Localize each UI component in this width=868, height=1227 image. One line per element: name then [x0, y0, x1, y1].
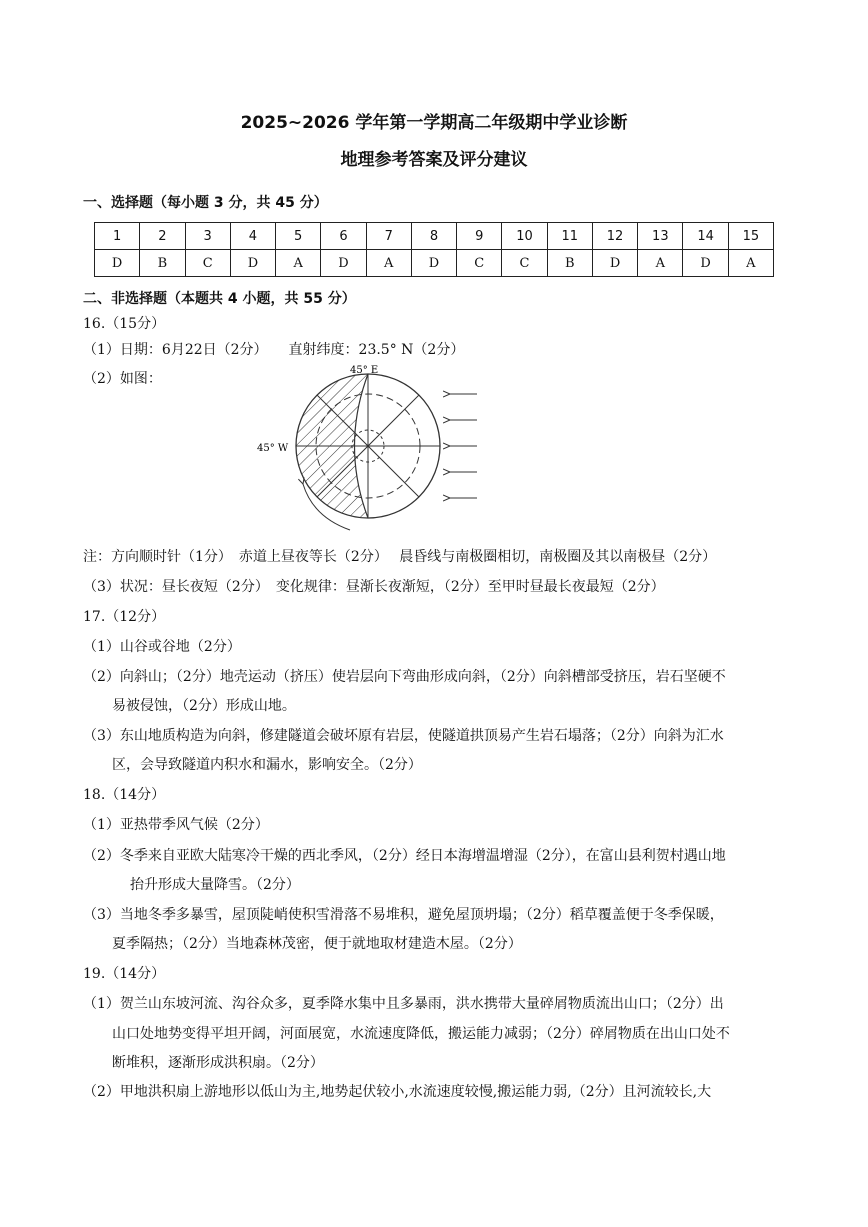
answer-cell: A — [728, 250, 773, 277]
question-number-cell: 7 — [366, 223, 411, 250]
q16-part1: （1）日期：6月22日（2分） 直射纬度：23.5° N（2分） — [83, 342, 465, 358]
sunlight-arrows — [450, 394, 477, 498]
q19-part2-line1: （2）甲地洪积扇上游地形以低山为主,地势起伏较小,水流速度较慢,搬运能力弱,（2分）且河流较长,大 — [83, 1084, 712, 1100]
q18-part2-line1: （2）冬季来自亚欧大陆寒冷干燥的西北季风，（2分）经日本海增温增湿（2分），在富山县利贺村遇山地 — [83, 848, 726, 864]
question-number-cell: 4 — [230, 223, 275, 250]
answer-table-answer-row — [95, 250, 774, 277]
question-number-cell: 2 — [140, 223, 185, 250]
q17-part3-line1: （3）东山地质构造为向斜，修建隧道会破坏原有岩层，使隧道拱顶易产生岩石塌落；（2分）向斜为汇水 — [83, 728, 724, 744]
answer-cell: B — [140, 250, 185, 277]
answer-cell: A — [638, 250, 683, 277]
q16-note: 注：方向顺时针（1分） 赤道上昼夜等长（2分） 晨昏线与南极圈相切，南极圈及其以南极昼（2分） — [83, 549, 717, 565]
q19-part1-line1: （1）贺兰山东坡河流、沟谷众多，夏季降水集中且多暴雨，洪水携带大量碎屑物质流出山口；（2分）出 — [83, 996, 724, 1012]
label-45w: 45° W — [257, 443, 289, 454]
question-number-cell: 3 — [185, 223, 230, 250]
answer-cell: D — [321, 250, 366, 277]
question-number-cell: 6 — [321, 223, 366, 250]
question-number-cell: 1 — [95, 223, 140, 250]
section-heading-nonchoice: 二、非选择题（本题共 4 小题，共 55 分） — [83, 291, 356, 307]
question-number-cell: 10 — [502, 223, 547, 250]
answer-cell: D — [95, 250, 140, 277]
question-number-cell: 12 — [592, 223, 637, 250]
q17-part1: （1）山谷或谷地（2分） — [83, 639, 241, 655]
q16-part2: （2）如图： — [83, 371, 162, 387]
q18-part2-line2: 抬升形成大量降雪。（2分） — [130, 877, 300, 893]
answer-cell: B — [547, 250, 592, 277]
question-number-cell: 8 — [411, 223, 456, 250]
document-subtitle: 地理参考答案及评分建议 — [340, 150, 528, 170]
q17-heading: 17.（12分） — [83, 609, 166, 625]
answer-cell: C — [502, 250, 547, 277]
answer-table-number-row — [95, 223, 774, 250]
q18-part3-line2: 夏季隔热；（2分）当地森林茂密，便于就地取材建造木屋。（2分） — [112, 936, 522, 952]
answer-cell: D — [683, 250, 728, 277]
q17-part3-line2: 区，会导致隧道内积水和漏水，影响安全。（2分） — [112, 757, 422, 773]
question-number-cell: 14 — [683, 223, 728, 250]
label-45e: 45° E — [350, 365, 379, 376]
answer-cell: C — [185, 250, 230, 277]
section-heading-choice: 一、选择题（每小题 3 分，共 45 分） — [83, 195, 328, 211]
document-title: 2025~2026 学年第一学期高二年级期中学业诊断 — [240, 113, 628, 133]
q18-heading: 18.（14分） — [83, 787, 166, 803]
answer-cell: A — [276, 250, 321, 277]
answer-cell: D — [230, 250, 275, 277]
q17-part2-line2: 易被侵蚀，（2分）形成山地。 — [112, 698, 296, 714]
question-number-cell: 5 — [276, 223, 321, 250]
answer-table — [94, 222, 774, 277]
q18-part1: （1）亚热带季风气候（2分） — [83, 817, 269, 833]
q19-heading: 19.（14分） — [83, 966, 166, 982]
q19-part1-line2: 山口处地势变得平坦开阔，河面展宽，水流速度降低，搬运能力减弱；（2分）碎屑物质在出山口处不 — [112, 1026, 730, 1042]
q17-part2-line1: （2）向斜山；（2分）地壳运动（挤压）使岩层向下弯曲形成向斜，（2分）向斜槽部受挤压，岩石坚硬不 — [83, 669, 726, 685]
q16-heading: 16.（15分） — [83, 316, 166, 332]
q19-part1-line3: 断堆积，逐渐形成洪积扇。（2分） — [112, 1055, 324, 1071]
answer-cell: D — [411, 250, 456, 277]
question-number-cell: 13 — [638, 223, 683, 250]
answer-cell: A — [366, 250, 411, 277]
question-number-cell: 15 — [728, 223, 773, 250]
q18-part3-line1: （3）当地冬季多暴雪，屋顶陡峭使积雪滑落不易堆积，避免屋顶坍塌；（2分）稻草覆盖便于冬季保暖， — [83, 907, 724, 923]
earth-illumination-diagram — [255, 362, 485, 537]
answer-cell: D — [592, 250, 637, 277]
answer-cell: C — [457, 250, 502, 277]
question-number-cell: 11 — [547, 223, 592, 250]
q16-part3: （3）状况：昼长夜短（2分） 变化规律：昼渐长夜渐短，（2分）至甲时昼最长夜最短（2分） — [83, 579, 665, 595]
question-number-cell: 9 — [457, 223, 502, 250]
